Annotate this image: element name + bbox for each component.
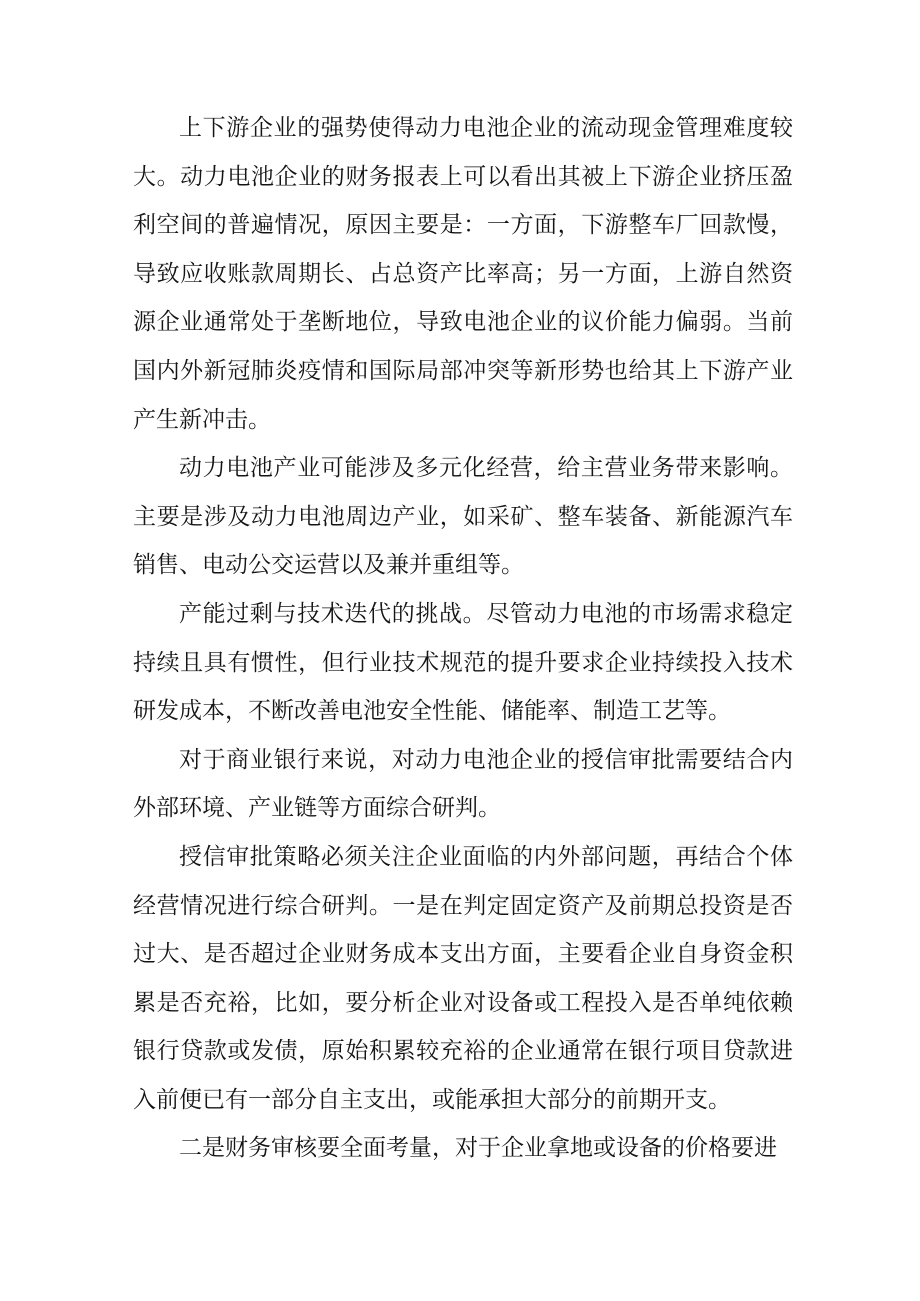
paragraph-4: 对于商业银行来说，对动力电池企业的授信审批需要结合内外部环境、产业链等方面综合研判。 xyxy=(133,746,793,822)
paragraph-2: 动力电池产业可能涉及多元化经营，给主营业务带来影响。主要是涉及动力电池周边产业，如采矿、整车装备、新能源汽车销售、电动公交运营以及兼并重组等。 xyxy=(133,455,793,579)
paragraph-1: 上下游企业的强势使得动力电池企业的流动现金管理难度较大。动力电池企业的财务报表上可以看出其被上下游企业挤压盈利空间的普遍情况，原因主要是：一方面，下游整车厂回款慢，导致应收账款周期长、占总资产比率高；另一方面，上游自然资源企业通常处于垄断地位，导致电池企业的议价能力偏弱。当前国内外新冠肺炎疫情和国际局部冲突等新形势也给其上下游产业产生新冲击。 xyxy=(133,115,793,433)
paragraph-5: 授信审批策略必须关注企业面临的内外部问题，再结合个体经营情况进行综合研判。一是在判定固定资产及前期总投资是否过大、是否超过企业财务成本支出方面，主要看企业自身资金积累是否充裕，比如，要分析企业对设备或工程投入是否单纯依赖银行贷款或发债，原始积累较充裕的企业通常在银行项目贷款进入前便已有一部分自主支出，或能承担大部分的前期开支。 xyxy=(133,843,793,1113)
document-body xyxy=(133,104,793,1173)
paragraph-6: 二是财务审核要全面考量，对于企业拿地或设备的价格要进 xyxy=(179,1135,777,1162)
paragraph-3: 产能过剩与技术迭代的挑战。尽管动力电池的市场需求稳定持续且具有惯性，但行业技术规范的提升要求企业持续投入技术研发成本，不断改善电池安全性能、储能率、制造工艺等。 xyxy=(133,600,793,725)
